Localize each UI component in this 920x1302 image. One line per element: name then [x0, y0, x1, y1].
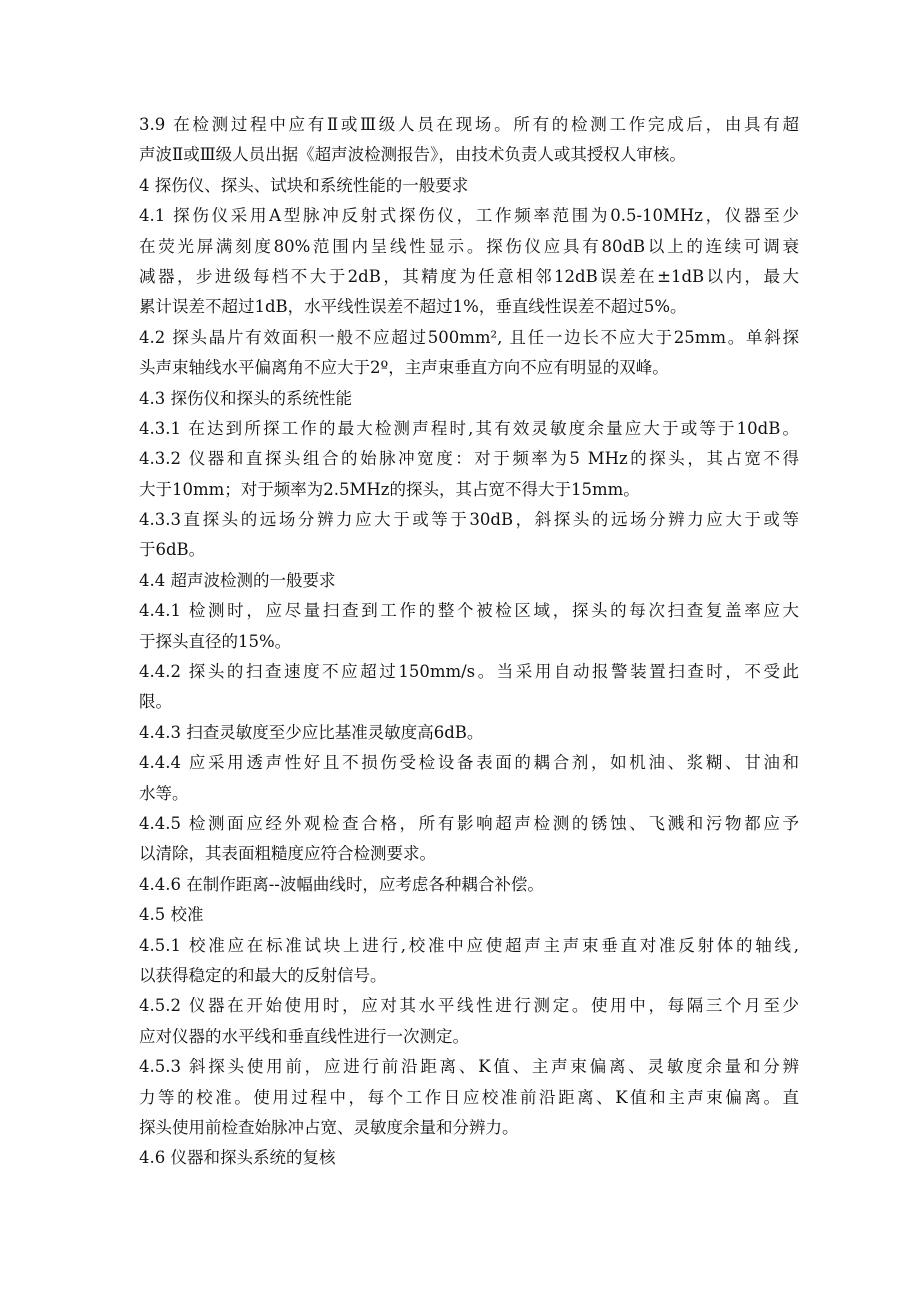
text-line: 4.4.5 检测面应经外观检查合格，所有影响超声检测的锈蚀、飞溅和污物都应予: [139, 813, 799, 833]
text-line: 4.3 探伤仪和探头的系统性能: [139, 388, 352, 408]
text-line: 4.3.2 仪器和直探头组合的始脉冲宽度：对于频率为5 MHz的探头，其占宽不得: [139, 449, 799, 469]
text-line: 大于10mm；对于频率为2.5MHz的探头，其占宽不得大于15mm。: [139, 479, 640, 499]
text-line: 4.4.2 探头的扫查速度不应超过150mm/s。当采用自动报警装置扫查时，不受此: [139, 662, 799, 682]
text-line: 探头使用前检查始脉冲占宽、灵敏度余量和分辨力。: [139, 1117, 519, 1137]
text-line: 4.4 超声波检测的一般要求: [139, 570, 336, 590]
text-line: 限。: [139, 692, 172, 712]
text-line: 于6dB。: [139, 540, 206, 560]
text-line: 4.4.6 在制作距离--波幅曲线时，应考虑各种耦合补偿。: [139, 874, 544, 894]
text-line: 4.5.1 校准应在标准试块上进行,校准中应使超声主声束垂直对准反射体的轴线,: [139, 935, 799, 955]
text-line: 4.1 探伤仪采用A型脉冲反射式探伤仪，工作频率范围为0.5-10MHz，仪器至少: [139, 206, 799, 226]
text-line: 头声束轴线水平偏离角不应大于2º，主声束垂直方向不应有明显的双峰。: [139, 358, 669, 378]
text-line: 4.4.3 扫查灵敏度至少应比基准灵敏度高6dB。: [139, 722, 484, 742]
text-line: 3.9 在检测过程中应有Ⅱ或Ⅲ级人员在现场。所有的检测工作完成后，由具有超: [139, 115, 799, 134]
text-line: 累计误差不超过1dB，水平线性误差不超过1%，垂直线性误差不超过5%。: [139, 297, 687, 317]
text-line: 减器，步进级每档不大于2dB，其精度为任意相邻12dB误差在±1dB以内，最大: [139, 266, 799, 286]
text-line: 4 探伤仪、探头、试块和系统性能的一般要求: [139, 175, 469, 195]
text-line: 4.4.4 应采用透声性好且不损伤受检设备表面的耦合剂，如机油、浆糊、甘油和: [139, 753, 799, 773]
text-line: 4.5.2 仪器在开始使用时，应对其水平线性进行测定。使用中，每隔三个月至少: [139, 996, 799, 1016]
text-line: 4.5.3 斜探头使用前，应进行前沿距离、K值、主声束偏离、灵敏度余量和分辨: [139, 1057, 799, 1077]
text-line: 以获得稳定的和最大的反射信号。: [139, 965, 387, 985]
text-line: 4.3.3直探头的远场分辨力应大于或等于30dB，斜探头的远场分辨力应大于或等: [139, 510, 799, 530]
text-line: 4.5 校准: [139, 905, 204, 925]
text-line: 声波Ⅱ或Ⅲ级人员出据《超声波检测报告》，由技术负责人或其授权人审核。: [139, 145, 686, 165]
text-line: 以清除，其表面粗糙度应符合检测要求。: [139, 844, 436, 864]
text-line: 4.3.1 在达到所探工作的最大检测声程时,其有效灵敏度余量应大于或等于10dB。: [139, 418, 799, 438]
text-line: 在荧光屏满刻度80%范围内呈线性显示。探伤仪应具有80dB以上的连续可调衰: [139, 236, 799, 256]
text-line: 水等。: [139, 783, 189, 803]
text-line: 4.6 仪器和探头系统的复核: [139, 1148, 336, 1168]
document-body: [139, 110, 799, 1174]
text-line: 4.4.1 检测时，应尽量扫查到工作的整个被检区域，探头的每次扫查复盖率应大: [139, 601, 799, 621]
text-line: 应对仪器的水平线和垂直线性进行一次测定。: [139, 1026, 469, 1046]
text-line: 4.2 探头晶片有效面积一般不应超过500mm², 且任一边长不应大于25mm。单斜探: [139, 327, 799, 347]
text-line: 力等的校准。使用过程中，每个工作日应校准前沿距离、K值和主声束偏离。直: [139, 1087, 799, 1107]
text-line: 于探头直径的15%。: [139, 631, 292, 651]
